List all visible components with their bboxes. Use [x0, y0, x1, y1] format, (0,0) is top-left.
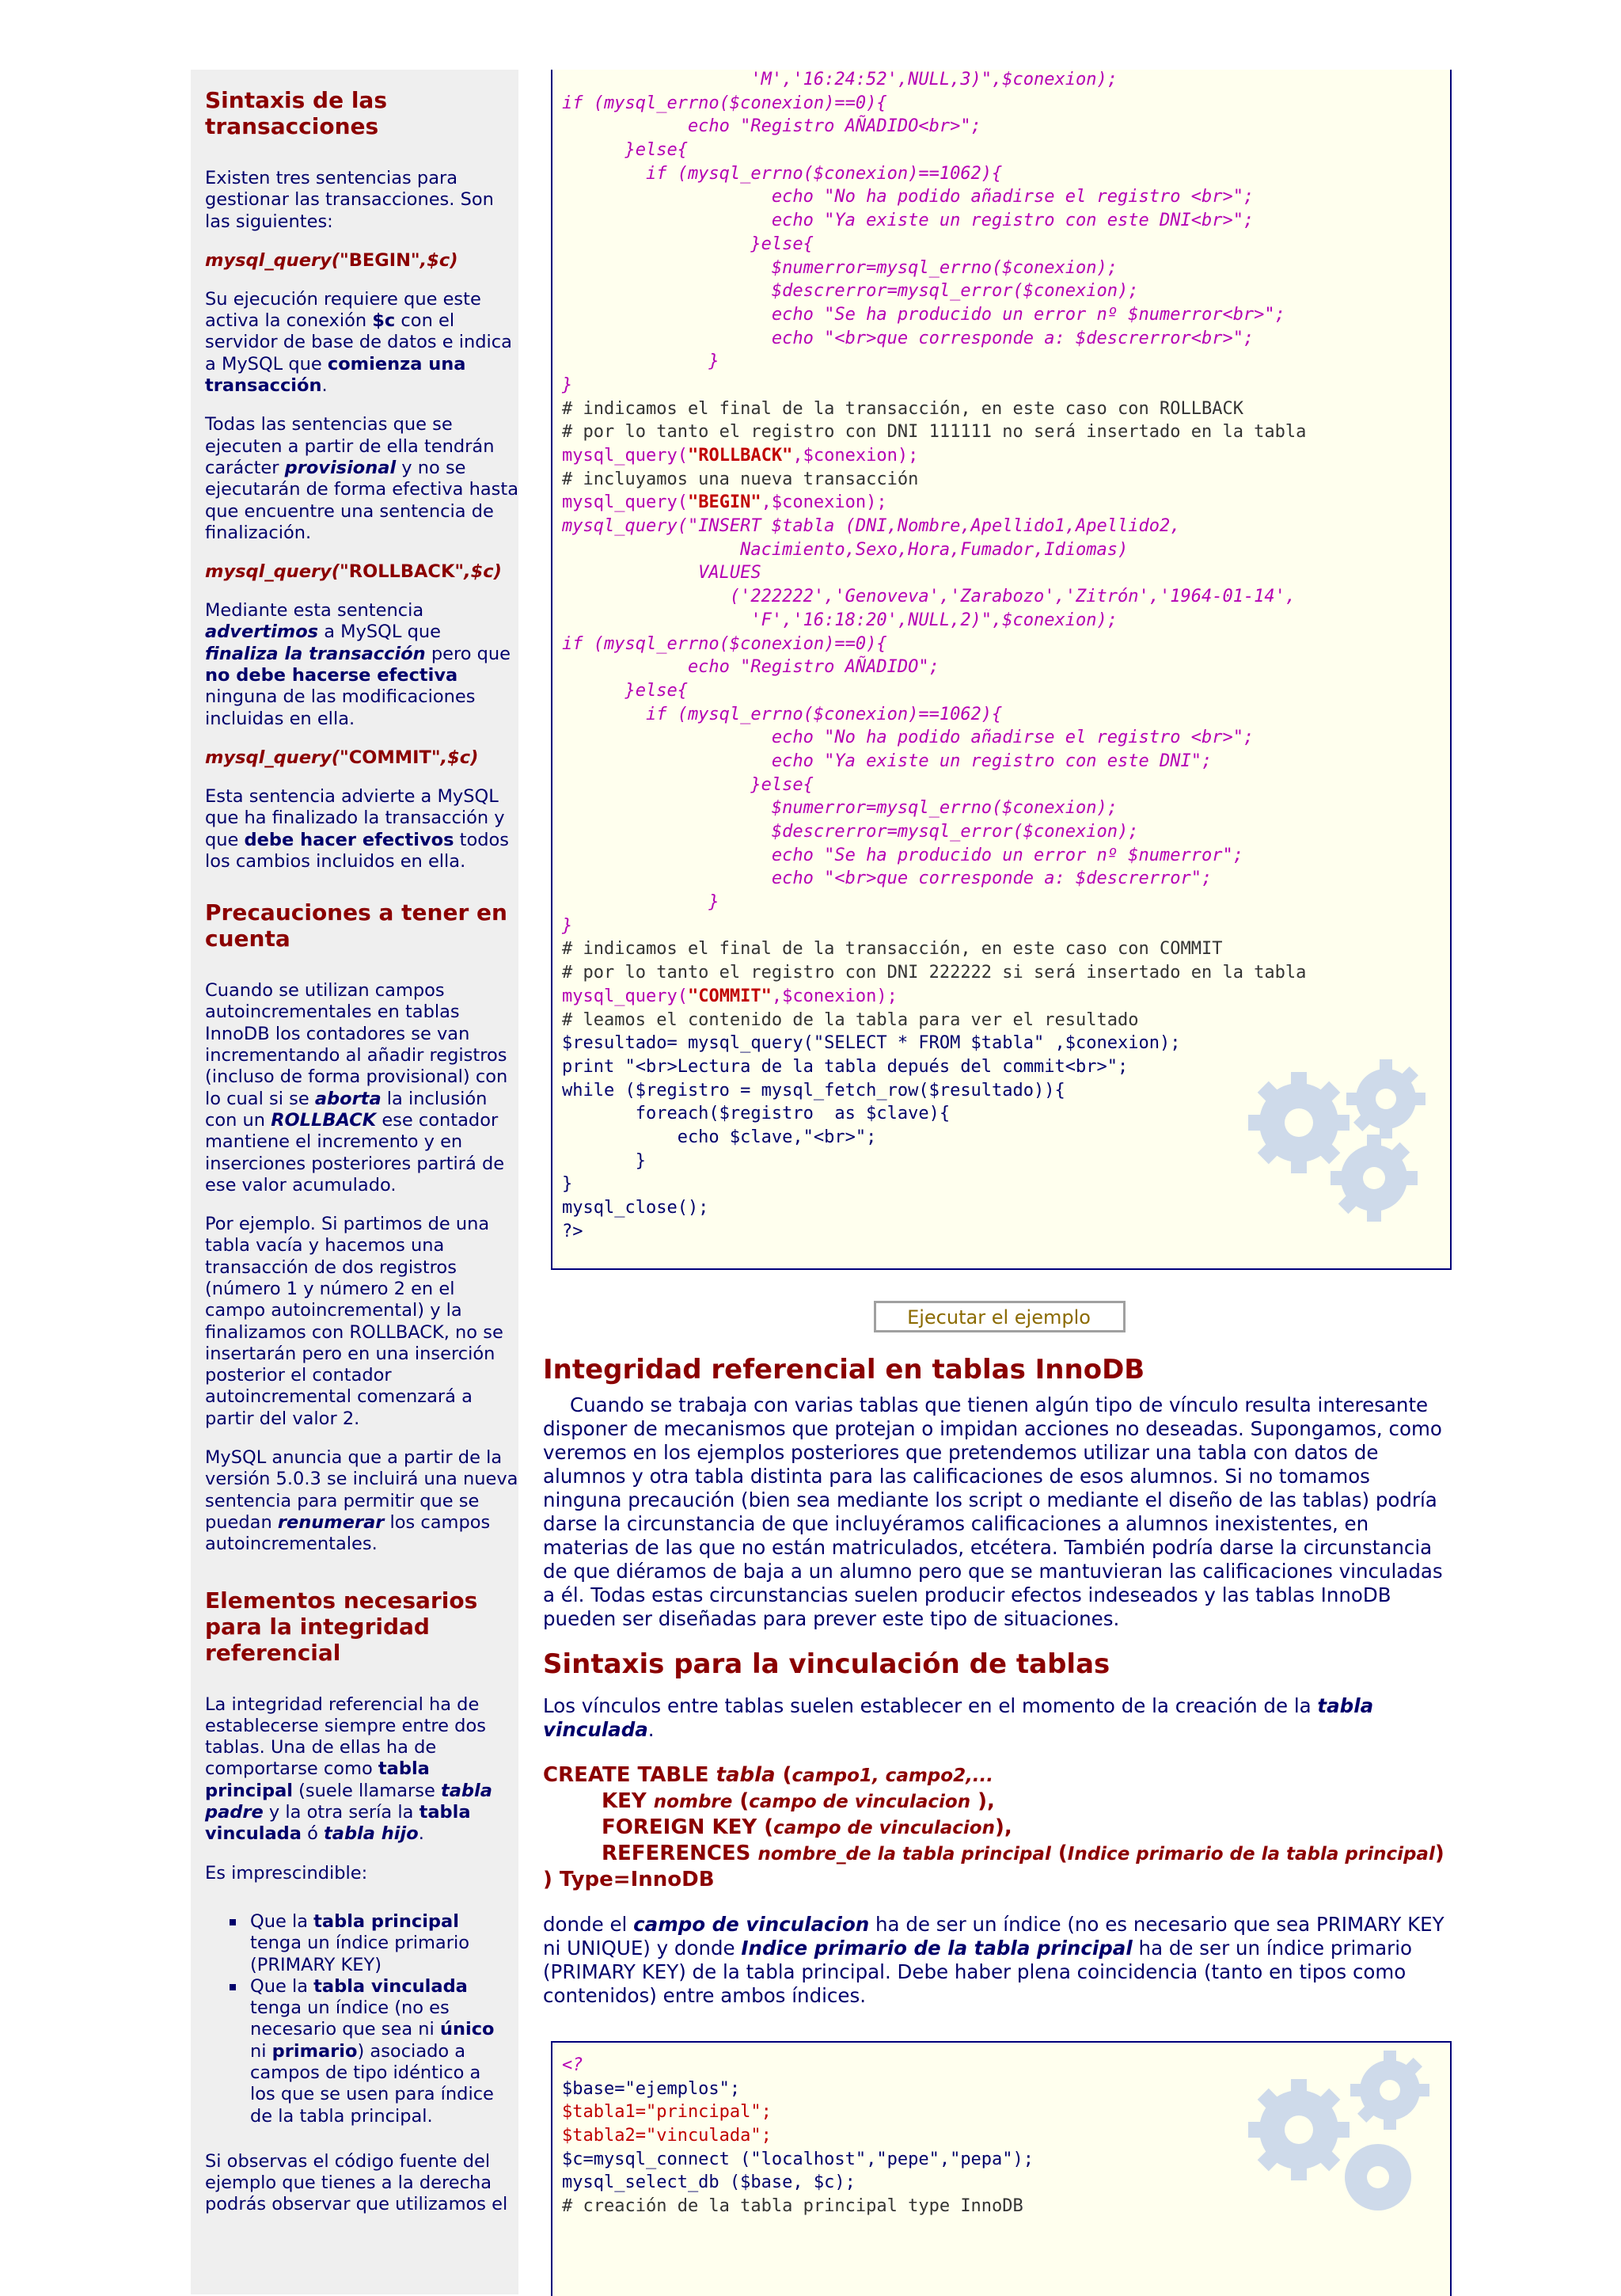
text: Cuando se utilizan campos autoincrementales en tablas InnoDB los contadores se van incrementando al añadir registros (incluso de forma provisional) con lo cual si se [205, 980, 508, 1109]
sidebar-code-commit [205, 747, 518, 769]
text-bold: tabla vinculada [313, 1975, 468, 1997]
syntax-line [543, 1841, 1453, 1867]
text: ), [970, 1789, 995, 1813]
code-line [562, 891, 1306, 914]
list-item [250, 1976, 503, 2127]
code-line [562, 2054, 1034, 2077]
text-bold: único [439, 2019, 495, 2040]
code-line [562, 2195, 1034, 2218]
text: ni [250, 2040, 272, 2062]
text: ( [732, 1789, 750, 1813]
text: Que la [250, 1975, 314, 1997]
code-line [562, 420, 1306, 444]
code-keyword: "BEGIN" [340, 249, 420, 271]
text-bold-italic: tabla padre [205, 1780, 492, 1823]
text: pero que [425, 643, 511, 664]
sidebar-paragraph [205, 289, 518, 397]
text: ese contador mantiene el incremento y en inserciones posteriores partirá de ese valor acumulado. [205, 1109, 505, 1196]
heading-integridad: Integridad referencial en tablas InnoDB [543, 1354, 1145, 1386]
code-token: print "<br>Lectura de la tabla depués del commit<br>"; [562, 1056, 1129, 1077]
code-token: mysql_select_db ($base, $c); [562, 2172, 856, 2193]
code-line [562, 444, 1306, 468]
code-token: foreach($registro as $clave){ [562, 1104, 951, 1124]
code-line [562, 1150, 1306, 1173]
code-line [562, 985, 1306, 1009]
gears-icon [1232, 2043, 1437, 2217]
code-line [562, 1196, 1306, 1220]
code-token: ,$conexion); [792, 446, 919, 466]
sidebar-paragraph [205, 1694, 518, 1846]
code-token: if (mysql_errno($conexion)==1062){ [562, 163, 1003, 184]
text-bold-italic: Indice primario de la tabla principal [741, 1937, 1133, 1960]
code-line [562, 1055, 1306, 1079]
text: ó [301, 1823, 325, 1845]
sidebar-content [191, 70, 518, 2216]
text-bold: tabla principal [313, 1910, 459, 1932]
syntax-line [543, 1815, 1453, 1841]
code-token: } [562, 892, 719, 913]
code-token: $tabla2="vinculada"; [562, 2126, 772, 2146]
code-token: "BEGIN" [687, 492, 761, 513]
code-line [562, 233, 1306, 257]
code-token: mysql_query( [562, 492, 688, 513]
code-token: echo "No ha podido añadirse el registro <br>"; [562, 187, 1255, 207]
text: FOREIGN KEY ( [602, 1815, 774, 1839]
code-line [562, 115, 1306, 139]
code-token: # por lo tanto el registro con DNI 111111 no será insertado en la tabla [562, 422, 1307, 443]
code-token: $tabla1="principal"; [562, 2102, 772, 2123]
code-line [562, 656, 1306, 679]
code-token: # incluyamos una nueva transacción [562, 469, 919, 489]
sidebar [191, 70, 518, 2294]
code-line [562, 2124, 1034, 2148]
code-line [562, 1032, 1306, 1055]
text: campo de vinculacion [773, 1818, 995, 1838]
text-bold: debe hacer efectivos [244, 829, 454, 850]
code-line [562, 914, 1306, 938]
code-line [562, 139, 1306, 162]
text-bold: tabla principal [205, 1758, 430, 1801]
text: donde el [543, 1913, 634, 1936]
text: Indice primario de la tabla principal [1067, 1844, 1435, 1865]
code-token: ,$conexion); [761, 492, 887, 513]
code-token: if (mysql_errno($conexion)==0){ [562, 93, 887, 113]
text: nombre_de la tabla principal [757, 1844, 1051, 1865]
code-line [562, 491, 1306, 515]
text: tenga un índice primario (PRIMARY KEY) [250, 1933, 469, 1975]
code-token: $numerror=mysql_errno($conexion); [562, 798, 1118, 819]
code-token: }else{ [562, 774, 814, 795]
code-token: <? [562, 2055, 583, 2075]
code-line [562, 679, 1306, 703]
text: ) [1434, 1842, 1444, 1865]
code-token: } [562, 1150, 646, 1171]
code-token: } [562, 352, 719, 372]
paragraph-indices [543, 1913, 1453, 2008]
text: . [321, 375, 328, 397]
sidebar-paragraph [205, 786, 518, 872]
code-line [562, 303, 1306, 327]
text: tenga un índice (no es necesario que sea ni [250, 1998, 450, 2040]
code-token: "COMMIT" [687, 986, 772, 1006]
code-line [562, 1126, 1306, 1150]
code-token: echo "Se ha producido un error nº $numerror"; [562, 845, 1243, 865]
text-bold-italic: tabla vinculada [543, 1694, 1374, 1741]
code-token: }else{ [562, 140, 688, 161]
code-token: $descrerror=mysql_error($conexion); [562, 281, 1139, 302]
code-line [562, 279, 1306, 303]
text: Todas las sentencias que se ejecuten a partir de ella tendrán carácter [205, 414, 495, 478]
code-token: echo "Registro AÑADIDO<br>"; [562, 116, 981, 137]
code-token: $descrerror=mysql_error($conexion); [562, 822, 1139, 842]
text-bold-italic: aborta [314, 1088, 382, 1109]
code-end: ,$c) [440, 747, 479, 768]
code-token: echo "Registro AÑADIDO"; [562, 657, 940, 678]
code-token: $c=mysql_connect ("localhost","pepe","pepa"); [562, 2149, 1034, 2169]
text: CREATE TABLE [543, 1763, 716, 1787]
code-token: echo "Ya existe un registro con este DNI"; [562, 751, 1213, 771]
text-bold-italic: renumerar [277, 1511, 385, 1533]
code-line [562, 937, 1306, 961]
code-line [562, 585, 1306, 609]
code-keyword: "COMMIT" [340, 747, 441, 768]
requirements-list [205, 1911, 518, 2127]
code-token: Nacimiento,Sexo,Hora,Fumador,Idiomas) [562, 539, 1129, 560]
text: ( [1050, 1842, 1068, 1865]
run-example-button[interactable]: Ejecutar el ejemplo [874, 1301, 1126, 1332]
code-block-transactions [551, 70, 1452, 1270]
sidebar-code-begin [205, 250, 518, 272]
code-line [562, 1079, 1306, 1103]
code-fn: mysql_query( [205, 561, 340, 583]
main-content [543, 1354, 1453, 2008]
code-token: 'M','16:24:52',NULL,3)",$conexion); [562, 70, 1118, 89]
sidebar-heading-precauciones: Precauciones a tener en cuenta [205, 899, 507, 952]
syntax-line: ) Type=InnoDB [543, 1868, 715, 1891]
code-line [562, 561, 1306, 585]
text-bold: $c [372, 310, 396, 332]
text: y no se ejecutarán de forma efectiva hasta que encuentre una sentencia de finalización. [205, 457, 518, 543]
code-line [562, 796, 1306, 820]
text: . [647, 1718, 655, 1741]
code-line [562, 350, 1306, 374]
text: (suele llamarse [292, 1780, 441, 1801]
text-bold: comienza una transacción [205, 353, 466, 397]
code-token: VALUES [562, 563, 761, 584]
text: ( [775, 1763, 792, 1787]
code-line [562, 257, 1306, 280]
code-token: }else{ [562, 680, 688, 701]
text-bold-italic: tabla hijo [324, 1823, 419, 1845]
code-token: mysql_query( [562, 986, 688, 1006]
text: la inclusión con un [205, 1088, 488, 1131]
text: todos los cambios incluidos en ella. [205, 829, 509, 872]
code-end: ,$c) [419, 249, 458, 271]
sidebar-paragraph: Si observas el código fuente del ejemplo que tienes a la derecha podrás observar que utilizamos el [205, 2150, 508, 2215]
code-line [562, 609, 1306, 633]
sidebar-paragraph [205, 980, 518, 1196]
code-token: } [562, 1174, 573, 1195]
sidebar-heading-transacciones: Sintaxis de las transacciones [205, 87, 387, 139]
code-token: echo "Se ha producido un error nº $numerror<br>"; [562, 304, 1285, 325]
code-line [562, 703, 1306, 727]
code-line [562, 1220, 1306, 1244]
code-token: 'F','16:18:20',NULL,2)",$conexion); [562, 610, 1118, 630]
text: La integridad referencial ha de establecerse siempre entre dos tablas. Una de ellas ha de comportarse como [205, 1693, 486, 1780]
text: tabla [716, 1763, 776, 1787]
text: con el servidor de base de datos e indica a MySQL que [205, 310, 512, 374]
code-token: ?> [562, 1221, 583, 1241]
text: . [418, 1823, 424, 1845]
code-line [562, 1102, 1306, 1126]
code-lines [562, 2054, 1034, 2218]
code-token: # indicamos el final de la transacción, en este caso con ROLLBACK [562, 398, 1243, 419]
code-token: ,$conexion); [771, 986, 898, 1006]
syntax-line [543, 1789, 1453, 1815]
code-token: echo "<br>que corresponde a: $descrerror<br>"; [562, 328, 1255, 348]
syntax-line [543, 1762, 1453, 1789]
text-bold: tabla vinculada [205, 1802, 471, 1845]
code-token: echo "Ya existe un registro con este DNI<br>"; [562, 211, 1255, 231]
code-line [562, 2100, 1034, 2124]
code-end: ,$c) [464, 561, 502, 583]
code-token: echo "No ha podido añadirse el registro <br>"; [562, 728, 1255, 748]
code-line [562, 209, 1306, 233]
code-line [562, 397, 1306, 421]
code-token: # por lo tanto el registro con DNI 222222 si será insertado en la tabla [562, 963, 1307, 983]
code-line [562, 1173, 1306, 1196]
paragraph-integridad: Cuando se trabaja con varias tablas que tienen algún tipo de vínculo resulta interesante disponer de mecanismos que protejan o impidan acciones no deseadas. Supongamos, como veremos en los ejemplos posteriores que pretendemos utilizar una tabla con datos de alumnos y otra tabla distinta para las calificaciones de esos alumnos. Si no tomamos ninguna precaución (bien sea mediante los script o mediante el diseño de las tablas) podría darse la circunstancia de que incluyéramos calificaciones a alumnos inexistentes, en materias de las que no están matriculados, etcétera. También podría darse la circunstancia de que diéramos de baja a un alumno pero que se mantuvieran las calificaciones vinculadas a él. Todas estas circunstancias suelen producir efectos indeseados y las tablas InnoDB pueden ser diseñadas para prever este tipo de situaciones. [543, 1393, 1443, 1630]
code-token: # creación de la tabla principal type InnoDB [562, 2196, 1023, 2217]
code-token: while ($registro = mysql_fetch_row($resultado)){ [562, 1080, 1065, 1100]
code-line [562, 820, 1306, 844]
heading-sintaxis-vinculacion: Sintaxis para la vinculación de tablas [543, 1648, 1110, 1680]
code-line [562, 70, 1306, 92]
code-line [562, 726, 1306, 750]
text: Mediante esta sentencia [205, 600, 424, 622]
code-line [562, 374, 1306, 397]
code-token: echo "<br>que corresponde a: $descrerror"; [562, 869, 1213, 889]
text-bold: primario [271, 2040, 358, 2062]
text: Los vínculos entre tablas suelen establecer en el momento de la creación de la [543, 1694, 1318, 1717]
text: nombre [653, 1792, 733, 1812]
code-fn: mysql_query( [205, 747, 340, 768]
text-bold-italic: ROLLBACK [271, 1109, 377, 1131]
code-token: $numerror=mysql_errno($conexion); [562, 257, 1118, 278]
sidebar-paragraph [205, 600, 518, 730]
text-bold: no debe hacerse efectiva [205, 665, 458, 686]
text-bold-italic: advertimos [205, 622, 319, 643]
code-line [562, 185, 1306, 209]
paragraph-vinculos [543, 1694, 1453, 1742]
syntax-create-table [543, 1762, 1453, 1892]
code-token: mysql_close(); [562, 1198, 709, 1218]
code-line [562, 2077, 1034, 2101]
code-line [562, 92, 1306, 116]
code-token: } [562, 374, 573, 395]
sidebar-paragraph: Por ejemplo. Si partimos de una tabla vacía y hacemos una transacción de dos registros (número 1 y número 2 en el campo autoincremental) y la finalizamos con ROLLBACK, no se insertarán pero en una inserción posterior el contador autoincremental comenzará a partir del valor 2. [205, 1214, 503, 1429]
code-fn: mysql_query( [205, 249, 340, 271]
code-token: ('222222','Genoveva','Zarabozo','Zitrón','1964-01-14', [562, 587, 1296, 607]
text: y la otra sería la [263, 1802, 419, 1823]
code-line [562, 538, 1306, 562]
code-line [562, 162, 1306, 186]
code-token: if (mysql_errno($conexion)==0){ [562, 633, 887, 654]
sidebar-paragraph [205, 1447, 518, 1555]
code-block-vinculacion [551, 2041, 1452, 2296]
code-line [562, 468, 1306, 492]
code-line [562, 1009, 1306, 1032]
sidebar-paragraph [205, 414, 518, 544]
text: campo1, campo2,... [792, 1766, 994, 1786]
text: ), [994, 1815, 1012, 1839]
code-line [562, 844, 1306, 868]
text: ha de ser un índice primario (PRIMARY KEY) de la tabla principal. Debe haber plena coincidencia (tanto en tipos como contenidos) entre ambos índices. [543, 1937, 1413, 2007]
text: Su ejecución requiere que este activa la conexión [205, 288, 481, 332]
code-line [562, 633, 1306, 656]
code-line [562, 327, 1306, 351]
code-token: $resultado= mysql_query("SELECT * FROM $tabla" ,$conexion); [562, 1033, 1181, 1054]
text: ) asociado a campos de tipo idéntico a los que se usen para índice de la tabla principal. [250, 2040, 494, 2127]
sidebar-heading-elementos: Elementos necesarios para la integridad referencial [205, 1587, 478, 1666]
text-bold-italic: campo de vinculacion [633, 1913, 870, 1936]
sidebar-paragraph: Existen tres sentencias para gestionar las transacciones. Son las siguientes: [205, 168, 494, 232]
text: campo de vinculacion [749, 1792, 971, 1812]
sidebar-paragraph: Es imprescindible: [205, 1862, 368, 1884]
code-line [562, 2171, 1034, 2195]
code-line [562, 515, 1306, 538]
text: Esta sentencia advierte a MySQL que ha finalizado la transacción y que [205, 785, 505, 850]
text-bold-italic: finaliza la transacción [205, 643, 426, 664]
code-line [562, 750, 1306, 774]
code-token: echo $clave,"<br>"; [562, 1127, 877, 1147]
code-token: }else{ [562, 234, 814, 254]
text: KEY [602, 1789, 654, 1813]
code-token: mysql_query("INSERT $tabla (DNI,Nombre,Apellido1,Apellido2, [562, 516, 1181, 537]
code-line [562, 867, 1306, 891]
code-line [562, 961, 1306, 985]
code-token: "ROLLBACK" [687, 446, 793, 466]
text-bold-italic: provisional [284, 457, 397, 478]
code-line [562, 774, 1306, 797]
text: REFERENCES [602, 1842, 758, 1865]
code-token: $base="ejemplos"; [562, 2078, 741, 2099]
code-token: } [562, 915, 573, 936]
text: MySQL anuncia que a partir de la versión 5.0.3 se incluirá una nueva sentencia para permitir que se puedan [205, 1447, 518, 1533]
text: los campos autoincrementales. [205, 1511, 491, 1555]
code-token: # indicamos el final de la transacción, en este caso con COMMIT [562, 939, 1223, 960]
text: ha de ser un índice (no es necesario que sea PRIMARY KEY ni UNIQUE) y donde [543, 1913, 1444, 1960]
code-lines [562, 70, 1306, 1243]
code-keyword: "ROLLBACK" [340, 561, 465, 583]
text: Que la [250, 1910, 314, 1932]
sidebar-code-rollback [205, 561, 518, 583]
code-token: if (mysql_errno($conexion)==1062){ [562, 704, 1003, 724]
code-token: # leamos el contenido de la tabla para ver el resultado [562, 1009, 1139, 1030]
text: ninguna de las modificaciones incluidas en ella. [205, 686, 476, 729]
code-token: mysql_query( [562, 446, 688, 466]
code-line [562, 2148, 1034, 2172]
list-item [250, 1911, 503, 1976]
text: a MySQL que [318, 622, 441, 643]
